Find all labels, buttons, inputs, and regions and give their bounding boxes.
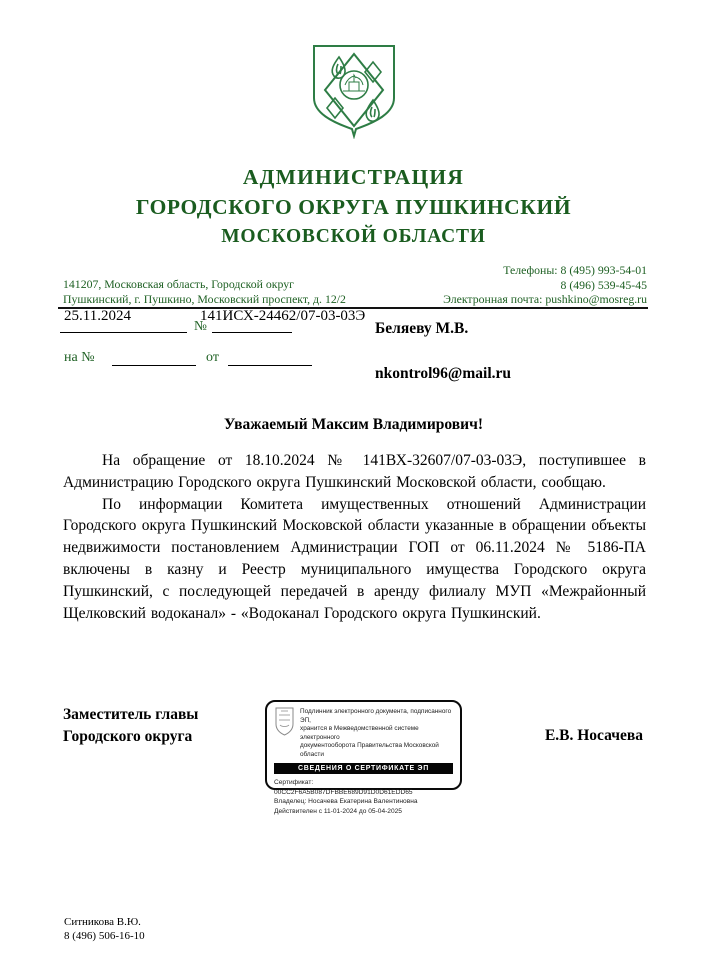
date-underline xyxy=(60,316,187,333)
in-reply-to-label: на № xyxy=(64,350,95,365)
outgoing-number: 141ИСХ-24462/07-03-03Э xyxy=(200,308,366,324)
body-paragraph-2: По информации Комитета имущественных отношений Администрации Городского округа Пушкинский Московской области указанные в обращении объекты недвижимости постановлением Администрации ГОП от 06.11.2024 № 5186-ПА включены в казну и Реестр муниципального имущества Городского округа Пушкинский, с последующей передачей в аренду филиалу МУП «Межрайонный Щелковский водоканал» - «Водоканал Городского округа Пушкинский. xyxy=(63,495,646,622)
in-reply-from-label: от xyxy=(206,350,219,365)
org-address-line-2: Пушкинский, г. Пушкино, Московский проспект, д. 12/2 xyxy=(63,291,346,306)
org-phone-line-1: Телефоны: 8 (495) 993-54-01 xyxy=(503,263,647,277)
letterhead-title xyxy=(0,163,707,251)
certificate-validity: Действителен с 11-01-2024 до 05-04-2025 xyxy=(274,807,402,815)
number-sign: № xyxy=(194,318,207,333)
org-name-line-1: АДМИНИСТРАЦИЯ xyxy=(242,165,465,189)
signer-position xyxy=(63,704,198,748)
in-reply-number-underline xyxy=(112,349,196,366)
body-paragraph-1: На обращение от 18.10.2024 № 141ВХ-32607/07-03-03Э, поступившее в Администрацию Городского округа Пушкинский Московской области, сообщаю. xyxy=(63,452,646,491)
org-address-line-1: 141207, Московская область, Городской округ xyxy=(63,277,295,291)
number-underline xyxy=(212,316,292,333)
org-contacts xyxy=(443,263,647,307)
salutation: Уважаемый Максим Владимирович! xyxy=(224,416,483,433)
stamp-header-line-3: документооборота Правительства Московской области xyxy=(300,742,439,758)
org-email-line: Электронная почта: pushkino@mosreg.ru xyxy=(443,292,647,306)
stamp-header-line-1: Подлинник электронного документа, подписанного ЭП, xyxy=(300,708,452,724)
org-phone-line-2: 8 (496) 539-45-45 xyxy=(560,277,647,292)
electronic-signature-stamp xyxy=(265,700,462,815)
certificate-number: Сертификат: 00CC2F6A5B087DFBBE689D91D0D61EDD65 xyxy=(274,779,413,796)
addressee-name: Беляеву М.В. xyxy=(375,320,469,337)
certificate-owner: Владелец: Носачева Екатерина Валентиновна xyxy=(274,798,418,806)
in-reply-date-underline xyxy=(228,349,312,366)
stamp-header-text xyxy=(300,707,453,760)
org-name-line-3: МОСКОВСКОЙ ОБЛАСТИ xyxy=(221,226,486,247)
letter-body xyxy=(63,450,646,624)
coat-of-arms-icon xyxy=(309,44,399,139)
executor-name: Ситникова В.Ю. xyxy=(64,916,141,928)
signer-position-line-1: Заместитель главы xyxy=(63,706,199,723)
signer-name: Е.В. Носачева xyxy=(544,727,643,744)
executor-block xyxy=(64,916,145,943)
moscow-region-emblem-icon xyxy=(274,707,295,736)
addressee-email: nkontrol96@mail.ru xyxy=(375,365,511,382)
org-address xyxy=(63,277,346,306)
stamp-header-line-2: хранится в Межведомственной системе электронного xyxy=(300,725,419,741)
letter-date: 25.11.2024 xyxy=(64,308,131,324)
signer-position-line-2: Городского округа xyxy=(63,728,193,745)
certificate-info-bar: СВЕДЕНИЯ О СЕРТИФИКАТЕ ЭП xyxy=(274,763,453,775)
org-name-line-2: ГОРОДСКОГО ОКРУГА ПУШКИНСКИЙ xyxy=(135,195,572,219)
executor-phone: 8 (496) 506-16-10 xyxy=(64,929,145,942)
